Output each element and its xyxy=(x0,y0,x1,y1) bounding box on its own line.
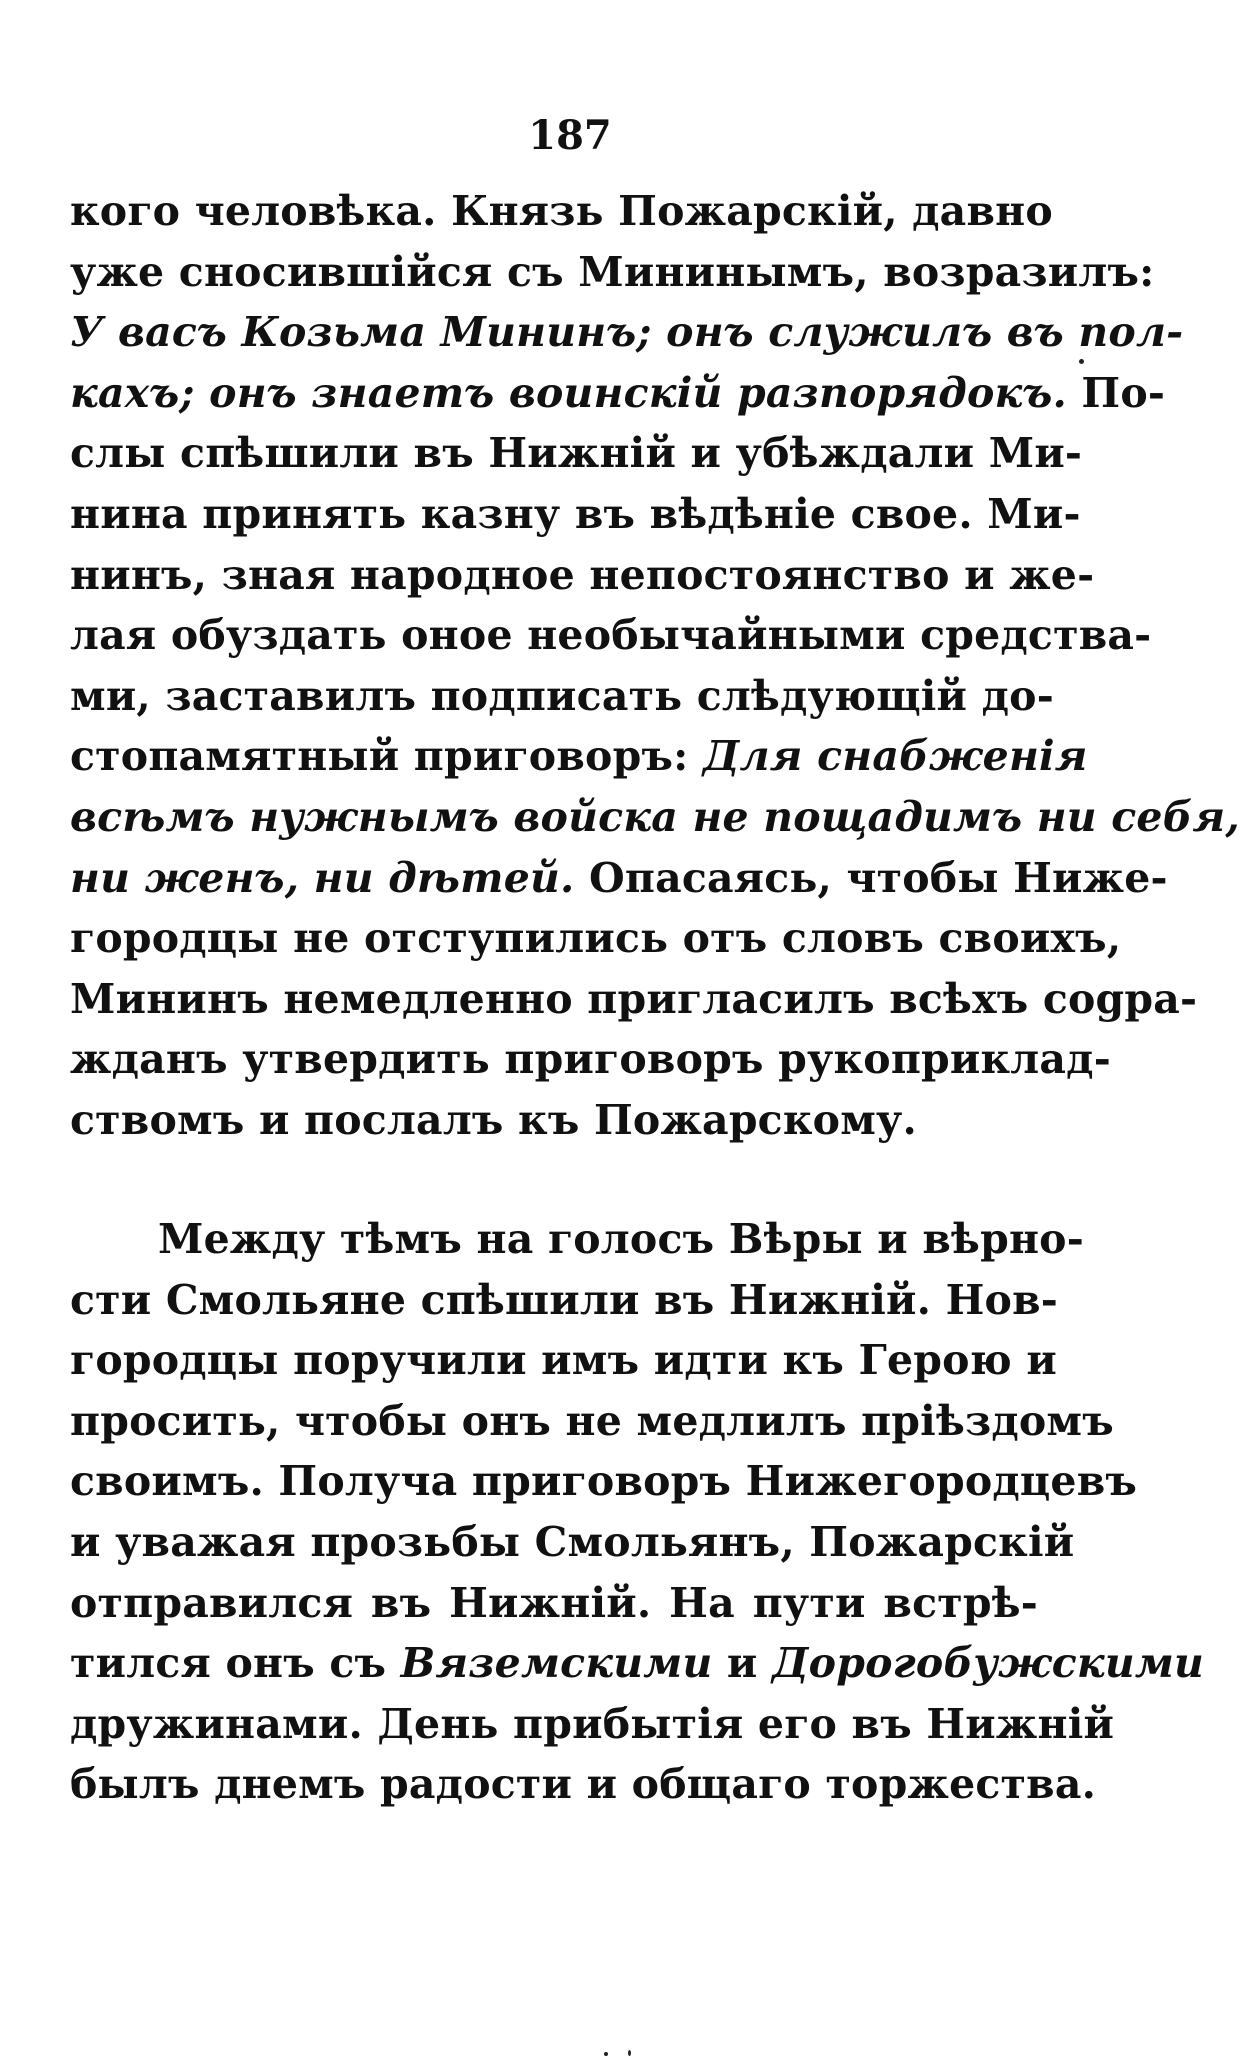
page-number: 187 xyxy=(528,112,612,159)
text-line xyxy=(70,670,1054,722)
text-segment: дружинами. День прибытія его въ Нижній xyxy=(70,1699,1115,1748)
text-line xyxy=(70,1577,1038,1629)
text-segment: стопамятный приговоръ: xyxy=(70,732,703,781)
text-segment: былъ днемъ радости и общаго торжества. xyxy=(70,1760,1097,1809)
text-line xyxy=(70,730,1088,782)
text-segment: ствомъ и послалъ къ Пожарскому. xyxy=(70,1096,917,1144)
text-segment: уже сносившійся съ Мининымъ, возразилъ: xyxy=(70,247,1155,296)
text-segment: лая обуздать оное необычайными средства- xyxy=(70,611,1152,660)
text-line xyxy=(70,488,1081,540)
text-line xyxy=(70,1274,1058,1326)
text-line xyxy=(158,1213,1084,1265)
text-line xyxy=(70,852,1168,904)
text-line xyxy=(70,246,1155,298)
text-segment: своимъ. Получа приговоръ Нижегородцевъ xyxy=(70,1457,1138,1506)
italic-text-segment: Вяземскими xyxy=(400,1639,713,1688)
text-segment: По- xyxy=(1066,368,1166,417)
text-segment: нина принять казну въ вѣдѣніе свое. Ми- xyxy=(70,490,1081,538)
text-line xyxy=(70,1455,1138,1507)
italic-text-segment: Дорогобужскими xyxy=(772,1639,1205,1688)
italic-text-segment: Для снабженія xyxy=(702,732,1088,781)
text-line xyxy=(70,1516,1075,1568)
text-line xyxy=(70,1033,1111,1085)
text-segment: и уважая прозьбы Смольянъ, Пожарскій xyxy=(70,1518,1075,1566)
text-segment: ми, заставилъ подписать слѣдующій до- xyxy=(70,671,1054,720)
text-line xyxy=(70,1698,1115,1750)
text-line xyxy=(70,1758,1097,1810)
text-segment: слы спѣшили въ Нижній и убѣждали Ми- xyxy=(70,429,1083,478)
text-line xyxy=(70,185,1053,237)
text-segment: кого человѣка. Князь Пожарскій, давно xyxy=(70,187,1053,235)
text-segment: Между тѣмъ на голосъ Вѣры и вѣрно- xyxy=(158,1215,1084,1263)
text-line xyxy=(70,306,1184,358)
italic-text-segment: ни женъ, ни дѣтей. xyxy=(70,853,575,902)
text-line xyxy=(70,912,1122,964)
text-line xyxy=(70,973,1198,1025)
text-line xyxy=(70,609,1152,661)
text-segment: нинъ, зная народное непостоянство и же- xyxy=(70,550,1095,599)
text-line xyxy=(70,1637,1205,1689)
print-speck xyxy=(628,2050,631,2056)
text-segment: и xyxy=(712,1639,773,1688)
text-line xyxy=(70,1334,1057,1386)
text-segment: жданъ утвердить приговоръ рукоприклад- xyxy=(70,1035,1111,1084)
text-line xyxy=(70,549,1095,601)
text-segment: отправился въ Нижній. На пути встрѣ- xyxy=(70,1578,1038,1627)
text-line xyxy=(70,1094,1038,1146)
text-line xyxy=(70,367,1166,419)
text-segment: Мининъ немедленно пригласилъ всѣхъ сogра- xyxy=(70,974,1198,1023)
italic-text-segment: У васъ Козьма Мининъ; онъ служилъ въ пол- xyxy=(70,308,1184,357)
text-segment: городцы поручили имъ идти къ Герою и xyxy=(70,1336,1057,1385)
print-speck xyxy=(604,2052,608,2056)
text-segment: просить, чтобы онъ не медлилъ пріѣздомъ xyxy=(70,1396,1114,1445)
text-line xyxy=(70,1395,1114,1447)
italic-text-segment: всѣмъ нужнымъ войска не пощадимъ ни себя, xyxy=(70,793,1240,841)
text-segment: тился онъ съ xyxy=(70,1639,401,1688)
text-line xyxy=(70,427,1083,479)
text-segment: сти Смольяне спѣшили въ Нижній. Нов- xyxy=(70,1275,1058,1324)
text-segment: Опасаясь, чтобы Нижe- xyxy=(574,853,1168,902)
text-line xyxy=(70,791,1240,843)
print-speck xyxy=(1079,359,1084,364)
text-segment: городцы не отступились отъ словъ своихъ, xyxy=(70,914,1122,963)
italic-text-segment: кахъ; онъ знаетъ воинскій разпорядокъ. xyxy=(70,368,1067,417)
